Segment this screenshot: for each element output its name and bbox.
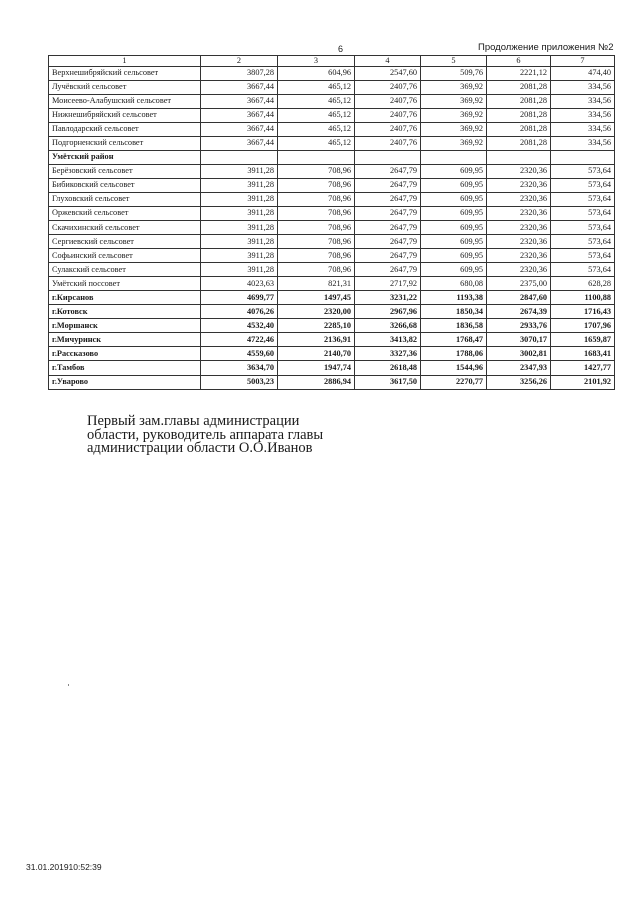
value-cell: 465,12 xyxy=(278,94,355,108)
value-cell: 609,95 xyxy=(421,192,487,206)
value-cell: 708,96 xyxy=(278,164,355,178)
value-cell: 2674,39 xyxy=(487,305,551,319)
table-row xyxy=(49,249,615,263)
signature-line: области, руководитель аппарата главы xyxy=(87,426,324,443)
table-header-row xyxy=(49,56,615,67)
value-cell: 2081,28 xyxy=(487,108,551,122)
value-cell: 4023,63 xyxy=(201,277,278,291)
value-cell: 573,64 xyxy=(551,164,615,178)
signature-line: администрации области О.О.Иванов xyxy=(87,440,313,456)
value-cell: 2081,28 xyxy=(487,80,551,94)
table-row xyxy=(49,263,615,277)
table-row xyxy=(49,122,615,136)
row-name-cell: Берёзовский сельсовет xyxy=(49,164,201,178)
value-cell xyxy=(551,150,615,164)
row-name-cell: Сергиевский сельсовет xyxy=(49,235,201,249)
value-cell: 1788,06 xyxy=(421,347,487,361)
column-header: 5 xyxy=(421,56,487,67)
value-cell: 3911,28 xyxy=(201,249,278,263)
value-cell: 1707,96 xyxy=(551,319,615,333)
value-cell: 2320,36 xyxy=(487,249,551,263)
print-timestamp: 31.01.201910:52:39 xyxy=(26,862,102,872)
value-cell: 1947,74 xyxy=(278,361,355,375)
value-cell: 4699,77 xyxy=(201,291,278,305)
table-row xyxy=(49,178,615,192)
value-cell: 2647,79 xyxy=(355,164,421,178)
value-cell: 334,56 xyxy=(551,80,615,94)
value-cell: 2221,12 xyxy=(487,66,551,80)
value-cell: 369,92 xyxy=(421,136,487,150)
value-cell: 2375,00 xyxy=(487,277,551,291)
value-cell: 3911,28 xyxy=(201,206,278,220)
value-cell: 2101,92 xyxy=(551,375,615,389)
table-row xyxy=(49,319,615,333)
value-cell: 369,92 xyxy=(421,80,487,94)
value-cell: 3002,81 xyxy=(487,347,551,361)
row-name-cell: Моисеево-Алабушский сельсовет xyxy=(49,94,201,108)
value-cell: 3667,44 xyxy=(201,80,278,94)
value-cell: 2285,10 xyxy=(278,319,355,333)
value-cell: 3911,28 xyxy=(201,263,278,277)
value-cell: 2270,77 xyxy=(421,375,487,389)
value-cell: 2320,36 xyxy=(487,178,551,192)
row-name-cell: Сулакский сельсовет xyxy=(49,263,201,277)
continuation-label: Продолжение приложения №2 xyxy=(478,42,614,53)
row-name-cell: Бибиковский сельсовет xyxy=(49,178,201,192)
row-name-cell: Глуховский сельсовет xyxy=(49,192,201,206)
column-header: 1 xyxy=(49,56,201,67)
row-name-cell: г.Мичуринск xyxy=(49,333,201,347)
value-cell: 3807,28 xyxy=(201,66,278,80)
value-cell: 2547,60 xyxy=(355,66,421,80)
value-cell: 708,96 xyxy=(278,178,355,192)
row-name-cell: г.Моршанск xyxy=(49,319,201,333)
table-row xyxy=(49,108,615,122)
value-cell: 609,95 xyxy=(421,221,487,235)
value-cell: 609,95 xyxy=(421,263,487,277)
value-cell: 573,64 xyxy=(551,206,615,220)
value-cell: 2081,28 xyxy=(487,136,551,150)
row-name-cell: Умётский поссовет xyxy=(49,277,201,291)
value-cell: 628,28 xyxy=(551,277,615,291)
value-cell: 2081,28 xyxy=(487,94,551,108)
value-cell: 2717,92 xyxy=(355,277,421,291)
value-cell: 680,08 xyxy=(421,277,487,291)
value-cell: 1850,34 xyxy=(421,305,487,319)
tariff-table xyxy=(48,55,615,390)
row-name-cell: г.Кирсанов xyxy=(49,291,201,305)
value-cell: 4722,46 xyxy=(201,333,278,347)
table-row xyxy=(49,305,615,319)
value-cell: 3413,82 xyxy=(355,333,421,347)
value-cell: 369,92 xyxy=(421,108,487,122)
value-cell: 2886,94 xyxy=(278,375,355,389)
value-cell: 369,92 xyxy=(421,122,487,136)
value-cell: 609,95 xyxy=(421,178,487,192)
table-row xyxy=(49,347,615,361)
value-cell: 609,95 xyxy=(421,249,487,263)
value-cell: 369,92 xyxy=(421,94,487,108)
value-cell: 573,64 xyxy=(551,263,615,277)
value-cell: 708,96 xyxy=(278,235,355,249)
value-cell: 708,96 xyxy=(278,192,355,206)
table-row xyxy=(49,235,615,249)
value-cell: 3911,28 xyxy=(201,221,278,235)
value-cell: 2136,91 xyxy=(278,333,355,347)
value-cell: 334,56 xyxy=(551,122,615,136)
table-row xyxy=(49,192,615,206)
value-cell: 3911,28 xyxy=(201,235,278,249)
value-cell: 2407,76 xyxy=(355,94,421,108)
row-name-cell: Нижнешибряйский сельсовет xyxy=(49,108,201,122)
table-row xyxy=(49,164,615,178)
value-cell: 3266,68 xyxy=(355,319,421,333)
row-name-cell: Лучёвский сельсовет xyxy=(49,80,201,94)
value-cell: 573,64 xyxy=(551,192,615,206)
value-cell: 3634,70 xyxy=(201,361,278,375)
value-cell: 708,96 xyxy=(278,263,355,277)
value-cell xyxy=(355,150,421,164)
value-cell: 334,56 xyxy=(551,94,615,108)
value-cell: 1100,88 xyxy=(551,291,615,305)
value-cell: 1497,45 xyxy=(278,291,355,305)
value-cell: 1659,87 xyxy=(551,333,615,347)
value-cell: 2081,28 xyxy=(487,122,551,136)
value-cell xyxy=(421,150,487,164)
table-row xyxy=(49,221,615,235)
value-cell: 2618,48 xyxy=(355,361,421,375)
value-cell: 4559,60 xyxy=(201,347,278,361)
value-cell: 2320,36 xyxy=(487,206,551,220)
row-name-cell: Софьинский сельсовет xyxy=(49,249,201,263)
row-name-cell: Оржевский сельсовет xyxy=(49,206,201,220)
value-cell: 3667,44 xyxy=(201,122,278,136)
value-cell: 3070,17 xyxy=(487,333,551,347)
signature-line: Первый зам.главы администрации xyxy=(87,413,300,429)
value-cell: 1427,77 xyxy=(551,361,615,375)
value-cell: 2407,76 xyxy=(355,136,421,150)
page-number: 6 xyxy=(338,44,344,54)
value-cell: 3327,36 xyxy=(355,347,421,361)
value-cell: 1544,96 xyxy=(421,361,487,375)
value-cell: 708,96 xyxy=(278,206,355,220)
value-cell: 5003,23 xyxy=(201,375,278,389)
column-header: 2 xyxy=(201,56,278,67)
value-cell: 474,40 xyxy=(551,66,615,80)
value-cell: 2647,79 xyxy=(355,178,421,192)
table-row xyxy=(49,277,615,291)
value-cell: 2347,93 xyxy=(487,361,551,375)
row-name-cell: г.Котовск xyxy=(49,305,201,319)
value-cell: 821,31 xyxy=(278,277,355,291)
value-cell: 2320,36 xyxy=(487,263,551,277)
value-cell: 4076,26 xyxy=(201,305,278,319)
scan-speck xyxy=(68,684,69,686)
table-row xyxy=(49,361,615,375)
row-name-cell: Подгорненский сельсовет xyxy=(49,136,201,150)
value-cell: 708,96 xyxy=(278,249,355,263)
value-cell: 2320,36 xyxy=(487,221,551,235)
value-cell: 465,12 xyxy=(278,80,355,94)
value-cell: 2647,79 xyxy=(355,263,421,277)
value-cell: 2647,79 xyxy=(355,221,421,235)
row-name-cell: Павлодарский сельсовет xyxy=(49,122,201,136)
row-name-cell: г.Тамбов xyxy=(49,361,201,375)
table-row xyxy=(49,375,615,389)
value-cell: 2320,36 xyxy=(487,235,551,249)
value-cell: 609,95 xyxy=(421,164,487,178)
value-cell: 2140,70 xyxy=(278,347,355,361)
row-name-cell: Скачихинский сельсовет xyxy=(49,221,201,235)
value-cell: 1716,43 xyxy=(551,305,615,319)
table-row xyxy=(49,136,615,150)
value-cell: 1683,41 xyxy=(551,347,615,361)
value-cell: 465,12 xyxy=(278,136,355,150)
value-cell: 4532,40 xyxy=(201,319,278,333)
value-cell: 3911,28 xyxy=(201,164,278,178)
column-header: 7 xyxy=(551,56,615,67)
value-cell: 2407,76 xyxy=(355,122,421,136)
value-cell: 2407,76 xyxy=(355,80,421,94)
signature-block xyxy=(87,415,323,456)
value-cell: 708,96 xyxy=(278,221,355,235)
value-cell: 3667,44 xyxy=(201,94,278,108)
table-row xyxy=(49,80,615,94)
value-cell: 509,76 xyxy=(421,66,487,80)
value-cell: 2320,00 xyxy=(278,305,355,319)
value-cell: 465,12 xyxy=(278,108,355,122)
value-cell: 3617,50 xyxy=(355,375,421,389)
value-cell: 604,96 xyxy=(278,66,355,80)
value-cell: 1193,38 xyxy=(421,291,487,305)
row-name-cell: Верхнешибряйский сельсовет xyxy=(49,66,201,80)
value-cell: 609,95 xyxy=(421,235,487,249)
table-row xyxy=(49,333,615,347)
value-cell: 2647,79 xyxy=(355,192,421,206)
table-row xyxy=(49,291,615,305)
table-row xyxy=(49,94,615,108)
column-header: 6 xyxy=(487,56,551,67)
value-cell: 1768,47 xyxy=(421,333,487,347)
value-cell: 573,64 xyxy=(551,235,615,249)
value-cell: 2647,79 xyxy=(355,249,421,263)
value-cell: 2320,36 xyxy=(487,192,551,206)
row-name-cell: Умётский район xyxy=(49,150,201,164)
value-cell: 3667,44 xyxy=(201,136,278,150)
value-cell: 3667,44 xyxy=(201,108,278,122)
value-cell: 2320,36 xyxy=(487,164,551,178)
value-cell: 3256,26 xyxy=(487,375,551,389)
value-cell xyxy=(201,150,278,164)
table-row xyxy=(49,150,615,164)
value-cell: 573,64 xyxy=(551,249,615,263)
value-cell xyxy=(487,150,551,164)
value-cell: 2407,76 xyxy=(355,108,421,122)
value-cell: 2933,76 xyxy=(487,319,551,333)
value-cell: 334,56 xyxy=(551,108,615,122)
column-header: 3 xyxy=(278,56,355,67)
value-cell: 3911,28 xyxy=(201,192,278,206)
row-name-cell: г.Уварово xyxy=(49,375,201,389)
column-header: 4 xyxy=(355,56,421,67)
value-cell: 465,12 xyxy=(278,122,355,136)
value-cell: 2647,79 xyxy=(355,235,421,249)
value-cell: 573,64 xyxy=(551,178,615,192)
table-row xyxy=(49,66,615,80)
table-row xyxy=(49,206,615,220)
value-cell: 2847,60 xyxy=(487,291,551,305)
value-cell: 609,95 xyxy=(421,206,487,220)
value-cell: 3911,28 xyxy=(201,178,278,192)
row-name-cell: г.Рассказово xyxy=(49,347,201,361)
value-cell: 334,56 xyxy=(551,136,615,150)
value-cell: 573,64 xyxy=(551,221,615,235)
value-cell: 2647,79 xyxy=(355,206,421,220)
value-cell xyxy=(278,150,355,164)
value-cell: 3231,22 xyxy=(355,291,421,305)
value-cell: 2967,96 xyxy=(355,305,421,319)
value-cell: 1836,58 xyxy=(421,319,487,333)
